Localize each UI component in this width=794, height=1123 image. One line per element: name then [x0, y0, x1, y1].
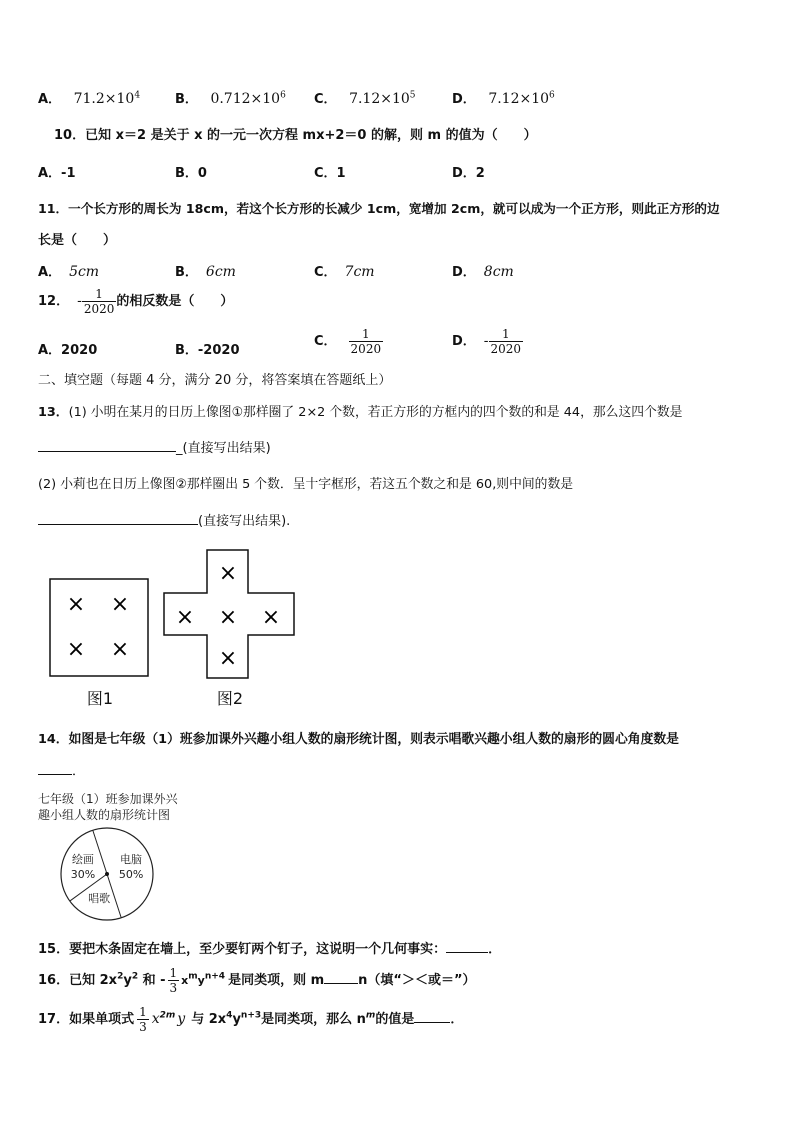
q9-option-a: A． $71.2\times 10^4$ [38, 90, 141, 107]
q12-option-d: D． - $\frac{1}{2020}$ [452, 327, 522, 356]
q9-option-b: B． $0.712\times 10^6$ [175, 90, 286, 107]
q17-answer-blank[interactable] [414, 1010, 450, 1023]
q12-option-b: B．-2020 [175, 343, 240, 358]
q11-stem-line1: 11．一个长方形的周长为 18cm，若这个长方形的长减少 1cm，宽增加 2cm，就可以成为一个正方形，则此正方形的边 [38, 201, 720, 216]
q10-option-d: D．2 [452, 166, 485, 181]
q10-option-c: C．1 [314, 166, 346, 181]
q12-option-c: C． $\frac{1}{2020}$ [314, 327, 382, 356]
q13-figures [40, 545, 310, 710]
q12-option-a: A．2020 [38, 343, 98, 358]
section-2-title: 二、填空题（每题 4 分，满分 20 分，将答案填在答题纸上） [38, 373, 392, 388]
pie-slice-label: 绘画 [71, 853, 94, 867]
figure-2-cross [164, 550, 294, 708]
fig2-label: 图2 [216, 689, 244, 708]
q11-stem-line2: 长是（ ） [38, 233, 117, 248]
pie-slice-label: 电脑 [120, 853, 143, 867]
q14-answer: ． [38, 760, 85, 779]
q13-part2-answer: (直接写出结果). [38, 510, 290, 529]
q13-part2: (2) 小莉也在日历上像图②那样圈出 5 个数．呈十字框形，若这五个数之和是 60,则中间的数是 [38, 477, 574, 492]
q17-stem: 17．如果单项式 $\frac{1}{3}$ $x^{2m}$ y 与 $2x^4y^{n+3}$是同类项，那么 $n^m$的值是 ． [38, 1005, 464, 1034]
q15-stem: 15．要把木条固定在墙上，至少要钉两个钉子，这说明一个几何事实： ． [38, 942, 502, 957]
figure-1-square [50, 579, 148, 708]
fig1-cross-2: × [110, 592, 130, 617]
pie-chart [50, 825, 170, 925]
fig2-cross-center: × [218, 605, 238, 630]
fig2-cross-top: × [218, 561, 238, 586]
pie-title-line1: 七年级（1）班参加课外兴 [38, 792, 178, 806]
q11-option-b: B． 6cm [175, 264, 236, 280]
q12-stem: 12． - $\frac{1}{2020}$ 的相反数是（ ） [38, 287, 234, 316]
q10-stem: 10．已知 x＝2 是关于 x 的一元一次方程 mx+2＝0 的解，则 m 的值为（ ） [54, 128, 537, 143]
q13-part1: 13．(1) 小明在某月的日历上像图①那样圈了 2×2 个数，若正方形的方框内的四个数的和是 44，那么这四个数是 [38, 405, 683, 420]
q14-answer-blank[interactable] [38, 762, 72, 775]
fig2-cross-left: × [175, 605, 195, 630]
q9-option-c: C． $7.12\times 10^5$ [314, 90, 416, 107]
q14-stem: 14．如图是七年级（1）班参加课外兴趣小组人数的扇形统计图，则表示唱歌兴趣小组人数的扇形的圆心角度数是 [38, 732, 679, 747]
pie-center-dot [105, 872, 109, 876]
fig1-cross-3: × [66, 637, 86, 662]
q16-stem: 16．已知 $2x^2y^2$ 和 - $\frac{1}{3}$ $x^my^{n+4}$ 是同类项，则 m n（填“＞＜或＝”） [38, 966, 476, 995]
q11-option-d: D． 8cm [452, 264, 514, 280]
fig1-cross-1: × [66, 592, 86, 617]
q10-option-b: B．0 [175, 166, 207, 181]
q13-answer-blank-1[interactable] [38, 439, 176, 452]
q9-option-d: D． $7.12\times 10^6$ [452, 90, 555, 107]
pie-slice-percent: 30% [70, 868, 96, 882]
fig1-label: 图1 [86, 689, 114, 708]
q13-part1-answer: _(直接写出结果) [38, 437, 271, 456]
q16-answer-blank[interactable] [324, 971, 358, 984]
q11-option-a: A． 5cm [38, 264, 100, 280]
q11-option-c: C． 7cm [314, 264, 375, 280]
q10-option-a: A．-1 [38, 166, 76, 181]
fig1-cross-4: × [110, 637, 130, 662]
pie-slice-label: 唱歌 [88, 892, 111, 906]
fig2-cross-bottom: × [218, 646, 238, 671]
q13-answer-blank-2[interactable] [38, 512, 198, 525]
pie-title-line2: 趣小组人数的扇形统计图 [38, 808, 171, 822]
q15-answer-blank[interactable] [446, 940, 488, 953]
pie-slice-percent: 50% [118, 868, 144, 882]
fig2-cross-right: × [261, 605, 281, 630]
